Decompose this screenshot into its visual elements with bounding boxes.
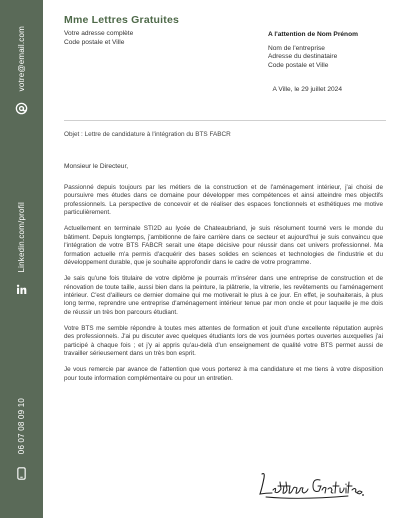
email-text[interactable]: votre@email.com	[17, 26, 26, 92]
recipient-attention: A l'attention de Nom Prénom	[268, 31, 358, 38]
linkedin-text[interactable]: Linkedin.com/profil	[17, 202, 26, 273]
paragraph: Je sais qu'une fois titulaire de votre diplôme je pourrais m'insérer dans une entreprise de construction et de rénovation de toute taille, aussi bien dans la peinture, la plâtrerie, la vitrerie, les revêtements ou l'aménagement intérieur. C'est d'ailleurs ce dernier domaine qui me motiverait le plus à ce jour. En effet, je souhaiterais, à plus long terme, reprendre une entreprise d'aménagement intérieur tenue par mon oncle et pour laquelle je me dois de réussir un très bon parcours étudiant.	[64, 275, 383, 316]
sender-name: Mme Lettres Gratuites	[64, 14, 180, 26]
sender-postal: Code postale et Ville	[64, 38, 125, 46]
letter-date: A Ville, le 29 juillet 2024	[272, 86, 342, 93]
sender-block	[64, 14, 179, 47]
phone-contact	[0, 398, 43, 480]
paragraph: Votre BTS me semble répondre à toutes mes attentes de formation et jouit d'une excellente réputation auprès des professionnels. J'ai pu discuter avec quelques étudiants lors de vos journées portes ouvertes auxquelles j'ai participé à chaque fois ; et j'y ai appris qu'au-delà d'un enseignement de qualité votre BTS permet aussi de travailler sérieusement dans un très bon esprit.	[64, 324, 383, 358]
phone-icon	[15, 466, 29, 480]
recipient-address: Adresse du destinataire	[268, 53, 338, 60]
paragraph: Passionné depuis toujours par les métiers de la construction et de l'aménagement intérieur, j'ai choisi de poursuivre mes études dans ce domaine pour développer mes compétences et ainsi atteindre mes objectifs professionnels. La perspective de concevoir et de réaliser des espaces fonctionnels et esthétiques me motive particulièrement.	[64, 184, 383, 217]
letter-greeting: Monsieur le Directeur,	[64, 163, 129, 170]
recipient-postal: Code postale et Ville	[268, 61, 329, 69]
sidebar	[0, 0, 43, 518]
recipient-company: Nom de l'entreprise	[268, 44, 325, 52]
signature-logo-graphic	[256, 468, 366, 502]
linkedin-icon	[15, 283, 29, 297]
letter-subject: Objet : Lettre de candidature à l'intégration du BTS FABCR	[64, 131, 231, 138]
divider	[64, 120, 386, 121]
letter-body	[64, 184, 383, 391]
sender-address: Votre adresse complète	[64, 30, 134, 37]
linkedin-contact	[0, 202, 43, 297]
paragraph: Actuellement en terminale STI2D au lycée de Chateaubriand, je suis résolument tourné vers le monde du bâtiment. Depuis longtemps, j'ambitionne de faire carrière dans ce secteur et aujourd'hui je suis convaincu que l'intégration de votre BTS FABCR serait une étape décisive pour réussir dans cet univers professionnel. Ma formation actuelle m'a permis d'acquérir des bases solides en sciences et technologies de l'industrie et du développement durable, que je souhaite approfondir dans le cadre de votre programme.	[64, 225, 383, 267]
phone-text[interactable]: 06 07 08 09 10	[17, 398, 26, 455]
paragraph: Je vous remercie par avance de l'attention que vous porterez à ma candidature et me tiens à votre disposition pour toute information complémentaire ou pour un entretien.	[64, 366, 383, 382]
signature-logo	[256, 468, 366, 502]
recipient-block	[268, 31, 358, 70]
email-contact	[0, 26, 43, 115]
at-icon	[15, 101, 29, 115]
